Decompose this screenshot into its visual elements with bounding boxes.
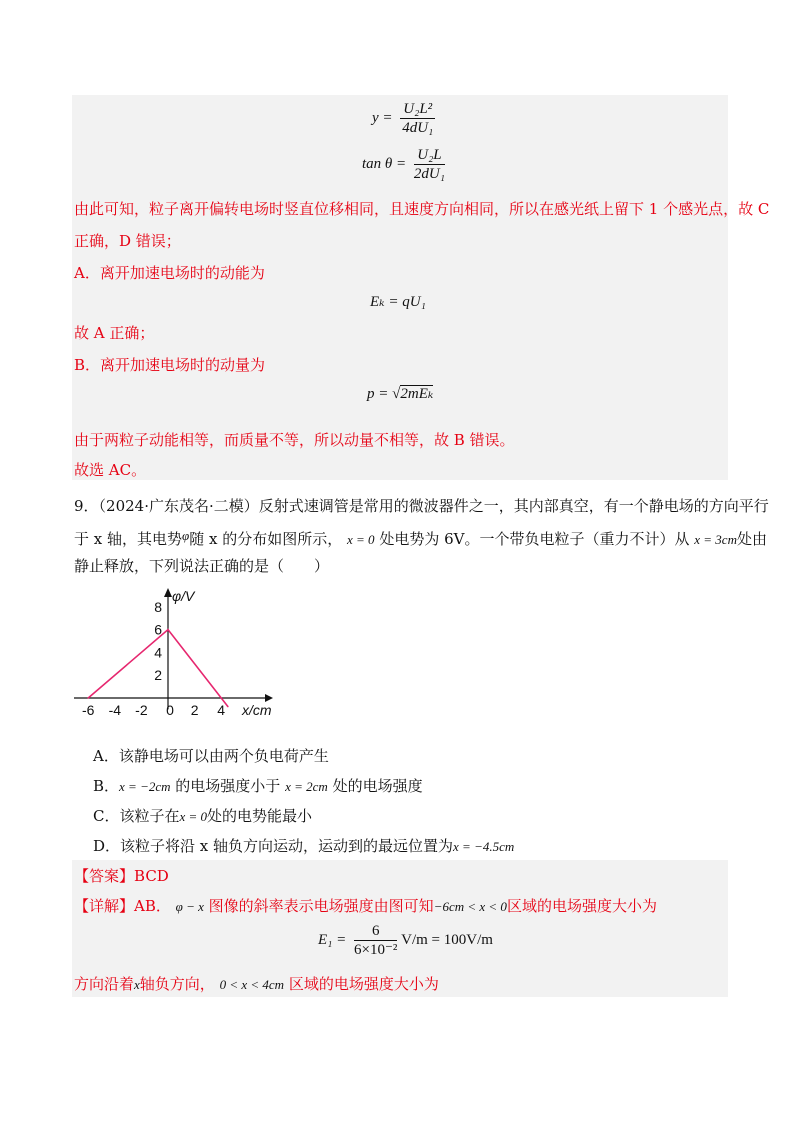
q9-condition-x0: x = 0 [346,532,375,547]
choice-d-prefix: D．该粒子将沿 x 轴负方向运动，运动到的最远位置为 [93,837,454,855]
choice-c-prefix: C．该粒子在 [93,807,180,825]
phi-symbol: φ [182,528,190,543]
q9-text-a: 于 x 轴，其电势 [74,530,182,548]
conclusion-line-2: 正确，D 错误； [74,232,181,250]
detail-line-1 [74,896,657,917]
y-tick-label: 8 [154,598,162,615]
answer-tag: 【答案】 [74,867,135,885]
choice-b-mid: 的电场强度小于 [175,777,281,795]
potential-vertex [227,706,229,708]
x-tick-label: -6 [81,702,95,718]
final-choice: 故选 AC。 [74,461,147,479]
q9-condition-x3: x = 3cm [694,532,737,547]
choice-d-cond1: x = −4.5cm [453,839,515,854]
detail-line-2 [74,974,439,995]
choice-b-cond2: x = 2cm [285,779,328,794]
formula-tan-lhs: tan θ = [362,155,407,172]
choice-c-suffix: 处的电势能最小 [207,807,313,825]
formula-e1-fraction [354,922,397,959]
detail-tag: 【详解】 [74,897,135,915]
answer-value: BCD [134,867,169,885]
answer-line [74,866,169,886]
y-tick-label: 2 [154,667,162,684]
formula-y-lhs: y = [372,109,393,126]
x-axis-label: x/cm [242,702,272,718]
detail-l2-range: 0 < x < 4cm [219,977,285,992]
option-b-analysis: B．离开加速电场时的动量为 [74,356,266,374]
choice-b-suffix: 处的电场强度 [332,777,423,795]
conclusion-line-1: 由此可知，粒子离开偏转电场时竖直位移相同，且速度方向相同，所以在感光纸上留下 1 个感光点，故 C [74,200,770,218]
question-9-line-3: 静止释放，下列说法正确的是（ ） [74,557,330,575]
detail-range: −6cm < x < 0 [433,899,507,914]
formula-y [372,100,435,137]
y-tick-label: 4 [154,644,162,661]
formula-tan-fraction [414,146,445,183]
potential-vertex [167,629,169,631]
detail-l2-b: 轴负方向， [139,975,215,993]
formula-e1-lhs: E₁ = [318,931,347,948]
detail-text-a: AB． [134,897,171,915]
choice-a[interactable]: A．该静电场可以由两个负电荷产生 [93,747,329,765]
detail-l2-x: x [134,977,140,992]
formula-tan-den: 2dU₁ [413,166,445,182]
potential-vertex [87,697,89,699]
option-a-result: 故 A 正确； [74,324,155,342]
option-b-result: 由于两粒子动能相等，而质量不等，所以动量不相等，故 B 错误。 [74,431,515,449]
choice-b-prefix: B． [93,777,120,795]
detail-expr: φ − x [175,899,204,914]
formula-ek: Eₖ = qU₁ [370,294,426,310]
formula-e1-num: 6 [354,922,397,941]
formula-e1-rhs: V/m = 100V/m [401,931,493,948]
y-axis-label: φ/V [172,588,195,604]
formula-tan-num: U₂L [414,146,445,165]
question-9-line-1: 9．（2024·广东茂名·二模）反射式速调管是常用的微波器件之一，其内部真空，有一个静电场的方向平行 [74,497,769,515]
formula-p-root: 2mEₖ [400,386,434,402]
x-tick-label: 0 [166,702,174,718]
detail-l2-c: 区域的电场强度大小为 [288,975,439,993]
choice-b-cond1: x = −2cm [119,779,171,794]
detail-text-c: 区域的电场强度大小为 [506,897,657,915]
formula-y-fraction [400,100,435,137]
question-9-line-2 [74,526,767,550]
x-axis-arrow [265,694,273,702]
formula-y-den: 4dU₁ [402,120,434,136]
choice-d[interactable] [93,836,514,857]
formula-y-num: U₂L² [400,100,435,119]
choice-c[interactable] [93,806,312,827]
option-a-analysis: A．离开加速电场时的动能为 [74,264,265,282]
q9-text-c: 处电势为 6V。一个带负电粒子（重力不计）从 [379,530,690,548]
formula-tan [362,146,445,183]
q9-text-b: 随 x 的分布如图所示， [189,530,343,548]
y-axis-arrow [164,588,172,597]
x-tick-label: 2 [190,702,199,718]
formula-e1 [318,922,493,959]
y-tick-label: 6 [154,621,162,638]
choice-b[interactable] [93,776,423,797]
formula-p [367,384,433,403]
detail-text-b: 图像的斜率表示电场强度由图可知 [208,897,434,915]
x-tick-label: -4 [108,702,122,718]
potential-chart [72,585,312,725]
sqrt-symbol: √ [392,386,401,402]
formula-p-lhs: p = [367,386,389,402]
q9-text-d: 处由 [736,530,767,548]
choice-c-cond1: x = 0 [179,809,208,824]
x-tick-label: -2 [135,702,148,718]
x-tick-label: 4 [217,702,226,718]
detail-l2-a: 方向沿着 [74,975,135,993]
formula-e1-den: 6×10⁻² [354,942,398,958]
